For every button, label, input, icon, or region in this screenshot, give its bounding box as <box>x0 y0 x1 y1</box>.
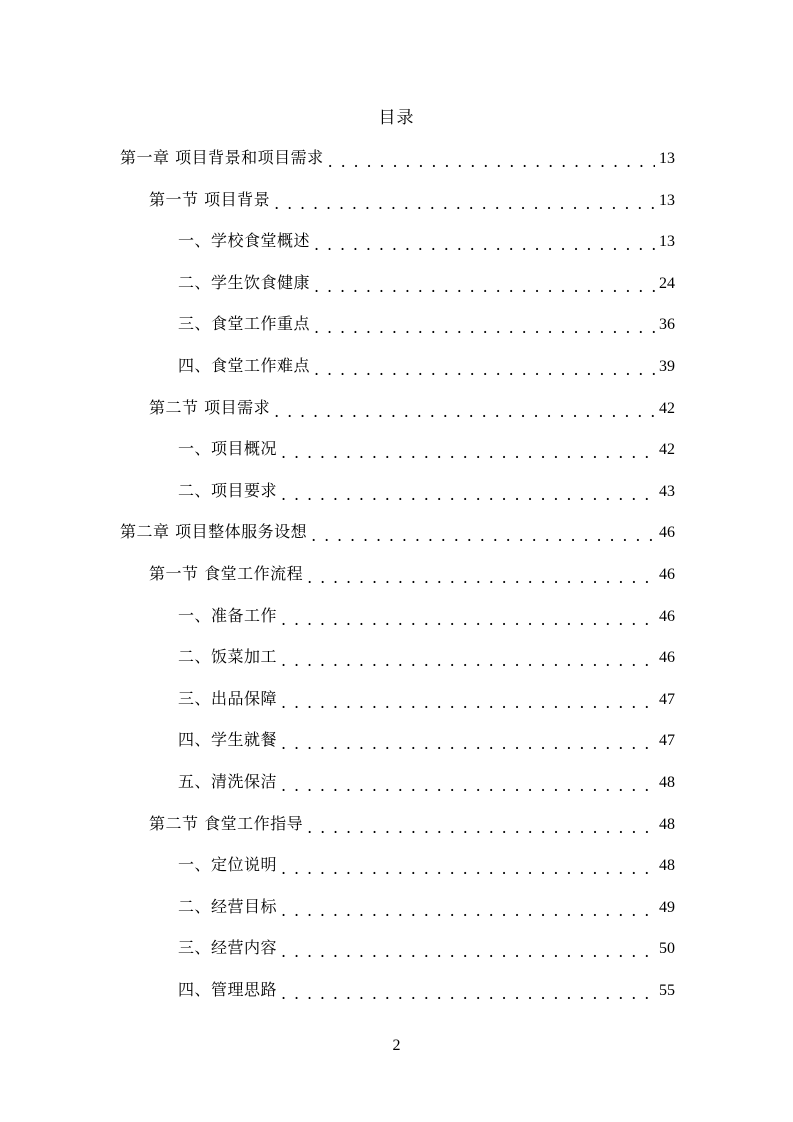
toc-entry-page-number: 46 <box>659 566 675 583</box>
toc-entry[interactable] <box>178 312 675 336</box>
toc-leader-dots <box>281 778 655 802</box>
toc-leader-dots <box>314 362 655 386</box>
toc-entry[interactable] <box>178 271 675 295</box>
toc-entry-label: 四、管理思路 <box>178 980 278 999</box>
toc-entry[interactable] <box>120 146 675 170</box>
toc-entry[interactable] <box>178 687 675 711</box>
toc-entry-page-number: 47 <box>659 732 675 750</box>
toc-entry-page-number: 36 <box>659 316 675 334</box>
toc-leader-dots <box>307 570 655 594</box>
toc-entry-label: 三、食堂工作重点 <box>178 314 311 334</box>
toc-entry-label: 第一章 项目背景和项目需求 <box>120 148 324 167</box>
toc-entry[interactable] <box>178 978 675 1002</box>
toc-entry-page-number: 42 <box>659 441 675 459</box>
toc-entry-label: 第一节 项目背景 <box>149 189 271 209</box>
toc-entry-label: 二、经营目标 <box>178 896 278 916</box>
toc-entry-page-number: 46 <box>659 524 675 542</box>
toc-entry-page-number: 47 <box>659 690 675 708</box>
toc-entry[interactable] <box>178 728 675 752</box>
toc-leader-dots <box>311 528 655 552</box>
toc-entry-label: 第一节 食堂工作流程 <box>149 564 304 583</box>
toc-entry-page-number: 24 <box>659 274 675 292</box>
toc-leader-dots <box>281 487 655 511</box>
toc-entry-page-number: 13 <box>659 191 675 209</box>
toc-title: 目录 <box>378 108 415 128</box>
toc-leader-dots <box>281 986 655 1010</box>
toc-leader-dots <box>281 903 655 927</box>
toc-entry-page-number: 13 <box>659 233 675 251</box>
toc-entry[interactable] <box>178 645 675 669</box>
toc-entry[interactable] <box>120 520 675 544</box>
toc-entry[interactable] <box>149 812 675 836</box>
toc-leader-dots <box>314 237 655 261</box>
toc-entry-page-number: 48 <box>659 815 675 833</box>
toc-entry-label: 四、学生就餐 <box>178 730 278 750</box>
toc-entry[interactable] <box>178 229 675 253</box>
page-number: 2 <box>392 1037 401 1054</box>
toc-entry-label: 二、学生饮食健康 <box>178 272 311 292</box>
toc-leader-dots <box>328 154 655 178</box>
toc-entry-page-number: 42 <box>659 399 675 417</box>
toc-entry-label: 一、学校食堂概述 <box>178 231 311 251</box>
toc-entry-page-number: 46 <box>659 649 675 667</box>
toc-leader-dots <box>314 279 655 303</box>
toc-entry-label: 一、准备工作 <box>178 605 278 625</box>
toc-entry-label: 二、饭菜加工 <box>178 647 278 667</box>
toc-entry-page-number: 43 <box>659 482 675 500</box>
toc-leader-dots <box>281 861 655 885</box>
toc-entry-page-number: 39 <box>659 358 675 375</box>
toc-leader-dots <box>314 320 655 344</box>
toc-entry[interactable] <box>178 895 675 919</box>
toc-leader-dots <box>281 944 655 968</box>
toc-leader-dots <box>281 736 655 760</box>
toc-entry[interactable] <box>178 853 675 877</box>
toc-leader-dots <box>274 196 655 220</box>
toc-leader-dots <box>281 612 655 636</box>
toc-entry-page-number: 13 <box>659 150 675 167</box>
toc-entry[interactable] <box>149 396 675 420</box>
toc-entry[interactable] <box>178 604 675 628</box>
toc-entry[interactable] <box>178 770 675 794</box>
toc-entry[interactable] <box>178 437 675 461</box>
toc-entry[interactable] <box>149 188 675 212</box>
toc-leader-dots <box>281 695 655 719</box>
toc-leader-dots <box>281 445 655 469</box>
toc-entry-page-number: 48 <box>659 774 675 791</box>
toc-entry-page-number: 46 <box>659 607 675 625</box>
toc-entry-label: 五、清洗保洁 <box>178 772 278 791</box>
toc-entry[interactable] <box>178 479 675 503</box>
toc-entry-label: 第二章 项目整体服务设想 <box>120 522 308 542</box>
toc-entry-label: 一、项目概况 <box>178 439 278 459</box>
toc-entry[interactable] <box>178 354 675 378</box>
toc-entry-label: 三、经营内容 <box>178 938 278 958</box>
toc-entry-label: 二、项目要求 <box>178 480 278 500</box>
toc-entry-page-number: 48 <box>659 857 675 875</box>
toc-entry[interactable] <box>149 562 675 586</box>
toc-entry-label: 四、食堂工作难点 <box>178 356 311 375</box>
toc-leader-dots <box>307 820 655 844</box>
toc-entry-page-number: 55 <box>659 982 675 999</box>
toc-entry-label: 第二节 食堂工作指导 <box>149 813 304 833</box>
toc-entry-page-number: 50 <box>659 940 675 958</box>
toc-entry[interactable] <box>178 936 675 960</box>
toc-leader-dots <box>274 404 655 428</box>
toc-entry-label: 三、出品保障 <box>178 688 278 708</box>
toc-leader-dots <box>281 653 655 677</box>
toc-entry-label: 第二节 项目需求 <box>149 397 271 417</box>
toc-entry-label: 一、定位说明 <box>178 855 278 875</box>
toc-entry-page-number: 49 <box>659 898 675 916</box>
